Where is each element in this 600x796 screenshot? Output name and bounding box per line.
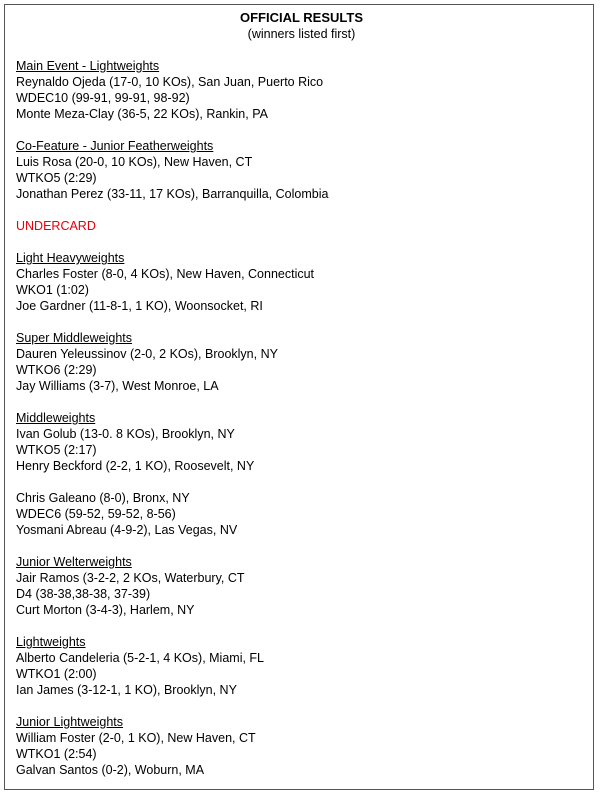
bout-result: WKO1 (1:02) <box>16 283 89 297</box>
fighter-line: Alberto Candeleria (5-2-1, 4 KOs), Miami, FL <box>16 651 265 665</box>
fighter-line: Jair Ramos (3-2-2, 2 KOs, Waterbury, CT <box>16 571 245 585</box>
weight-class-heading: Lightweights <box>16 635 86 649</box>
bout-result: WTKO6 (2:29) <box>16 363 97 377</box>
weight-class-heading: Light Heavyweights <box>16 251 125 265</box>
bout-section <box>16 714 587 778</box>
fighter-line: Monte Meza-Clay (36-5, 22 KOs), Rankin, PA <box>16 107 268 121</box>
weight-class-heading: Junior Welterweights <box>16 555 132 569</box>
fighter-line: Charles Foster (8-0, 4 KOs), New Haven, Connecticut <box>16 267 315 281</box>
weight-class-heading: Main Event - Lightweights <box>16 59 160 73</box>
bout-section <box>16 138 587 202</box>
fighter-line: Reynaldo Ojeda (17-0, 10 KOs), San Juan, Puerto Rico <box>16 75 324 89</box>
bout-section <box>16 58 587 122</box>
bout-result: D4 (38-38,38-38, 37-39) <box>16 587 151 601</box>
main-event-sections <box>16 58 587 202</box>
results-frame <box>4 4 594 790</box>
bout-section <box>16 634 587 698</box>
fighter-line: Chris Galeano (8-0), Bronx, NY <box>16 491 190 505</box>
bout-result: WTKO1 (2:54) <box>16 747 97 761</box>
bout-result: WTKO5 (2:17) <box>16 443 97 457</box>
page-subtitle: (winners listed first) <box>247 27 356 41</box>
fighter-line: Henry Beckford (2-2, 1 KO), Roosevelt, NY <box>16 459 255 473</box>
fighter-line: Ian James (3-12-1, 1 KO), Brooklyn, NY <box>16 683 237 697</box>
bout-result: WDEC10 (99-91, 99-91, 98-92) <box>16 91 190 105</box>
bout-result: WTKO5 (2:29) <box>16 171 97 185</box>
fighter-line: Galvan Santos (0-2), Woburn, MA <box>16 763 205 777</box>
page-title: OFFICIAL RESULTS <box>239 10 364 25</box>
fighter-line: William Foster (2-0, 1 KO), New Haven, CT <box>16 731 256 745</box>
bout-section <box>16 554 587 618</box>
fighter-line: Yosmani Abreau (4-9-2), Las Vegas, NV <box>16 523 238 537</box>
weight-class-heading: Middleweights <box>16 411 96 425</box>
bout-section <box>16 250 587 314</box>
bout-section <box>16 490 587 538</box>
results-content <box>16 10 587 778</box>
fighter-line: Dauren Yeleussinov (2-0, 2 KOs), Brooklyn, NY <box>16 347 278 361</box>
fighter-line: Jonathan Perez (33-11, 17 KOs), Barranquilla, Colombia <box>16 187 329 201</box>
bout-result: WDEC6 (59-52, 59-52, 8-56) <box>16 507 176 521</box>
fighter-line: Curt Morton (3-4-3), Harlem, NY <box>16 603 195 617</box>
undercard-label: UNDERCARD <box>16 219 96 233</box>
fighter-line: Joe Gardner (11-8-1, 1 KO), Woonsocket, RI <box>16 299 263 313</box>
bout-section <box>16 330 587 394</box>
fighter-line: Ivan Golub (13-0. 8 KOs), Brooklyn, NY <box>16 427 235 441</box>
fighter-line: Jay Williams (3-7), West Monroe, LA <box>16 379 219 393</box>
weight-class-heading: Junior Lightweights <box>16 715 124 729</box>
weight-class-heading: Co-Feature - Junior Featherweights <box>16 139 214 153</box>
bout-section <box>16 410 587 474</box>
weight-class-heading: Super Middleweights <box>16 331 133 345</box>
undercard-sections <box>16 250 587 778</box>
bout-result: WTKO1 (2:00) <box>16 667 97 681</box>
fighter-line: Luis Rosa (20-0, 10 KOs), New Haven, CT <box>16 155 253 169</box>
